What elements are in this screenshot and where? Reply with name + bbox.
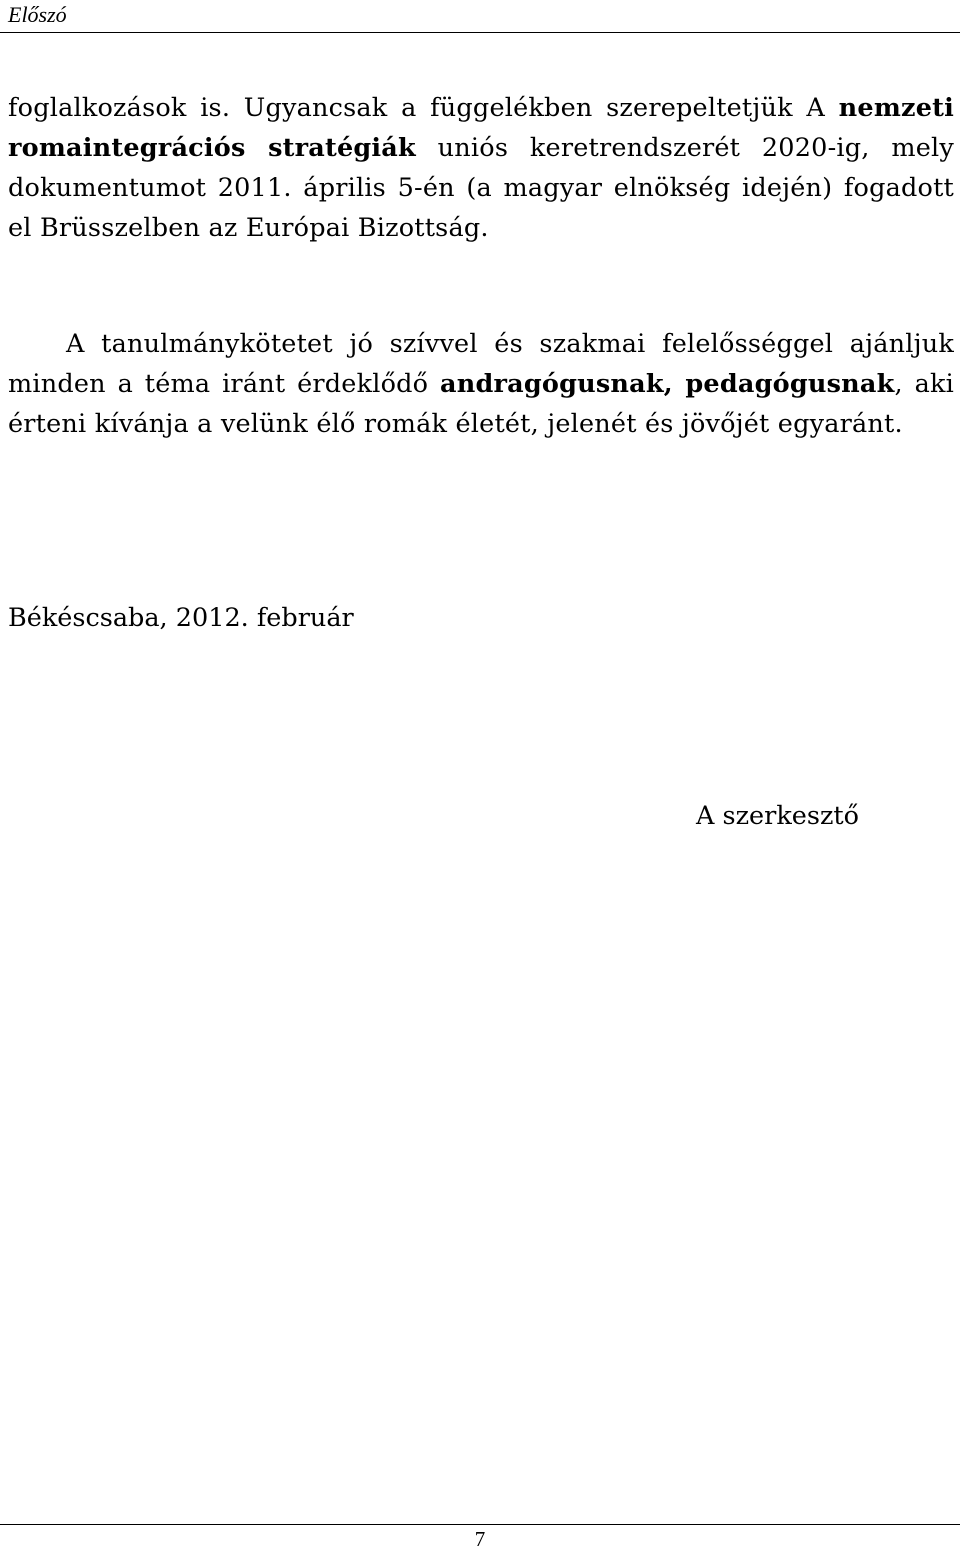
paragraph-1-segment: uniós keretrendszerét 2020-ig, mely dokumentumot 2011. április 5-én (a magyar elnökség idején) fogadott el Brüsszelben az Európai Bizottság. [8, 133, 954, 243]
place-and-date: Békéscsaba, 2012. február [8, 603, 354, 633]
paragraph-1-bold-term: nemzeti romaintegrációs stratégiák [8, 93, 954, 163]
paragraph-2-segment: , aki érteni kívánja a velünk élő romák életét, jelenét és jövőjét egyaránt. [8, 369, 954, 439]
paragraph-2-bold-term: andragógusnak, pedagógusnak [440, 369, 895, 399]
footer-divider [0, 1524, 960, 1525]
page-number: 7 [474, 1527, 486, 1551]
paragraph-2 [8, 324, 954, 444]
signature: A szerkesztő [696, 801, 859, 831]
running-header-title: Előszó [8, 2, 67, 27]
header-divider [0, 32, 960, 33]
paragraph-1 [8, 88, 954, 248]
paragraph-1-segment: foglalkozások is. Ugyancsak a függelékben szerepeltetjük A [8, 93, 839, 123]
paragraph-2-segment: A tanulmánykötetet jó szívvel és szakmai felelősséggel ajánljuk minden a téma iránt érdeklődő [8, 329, 954, 399]
